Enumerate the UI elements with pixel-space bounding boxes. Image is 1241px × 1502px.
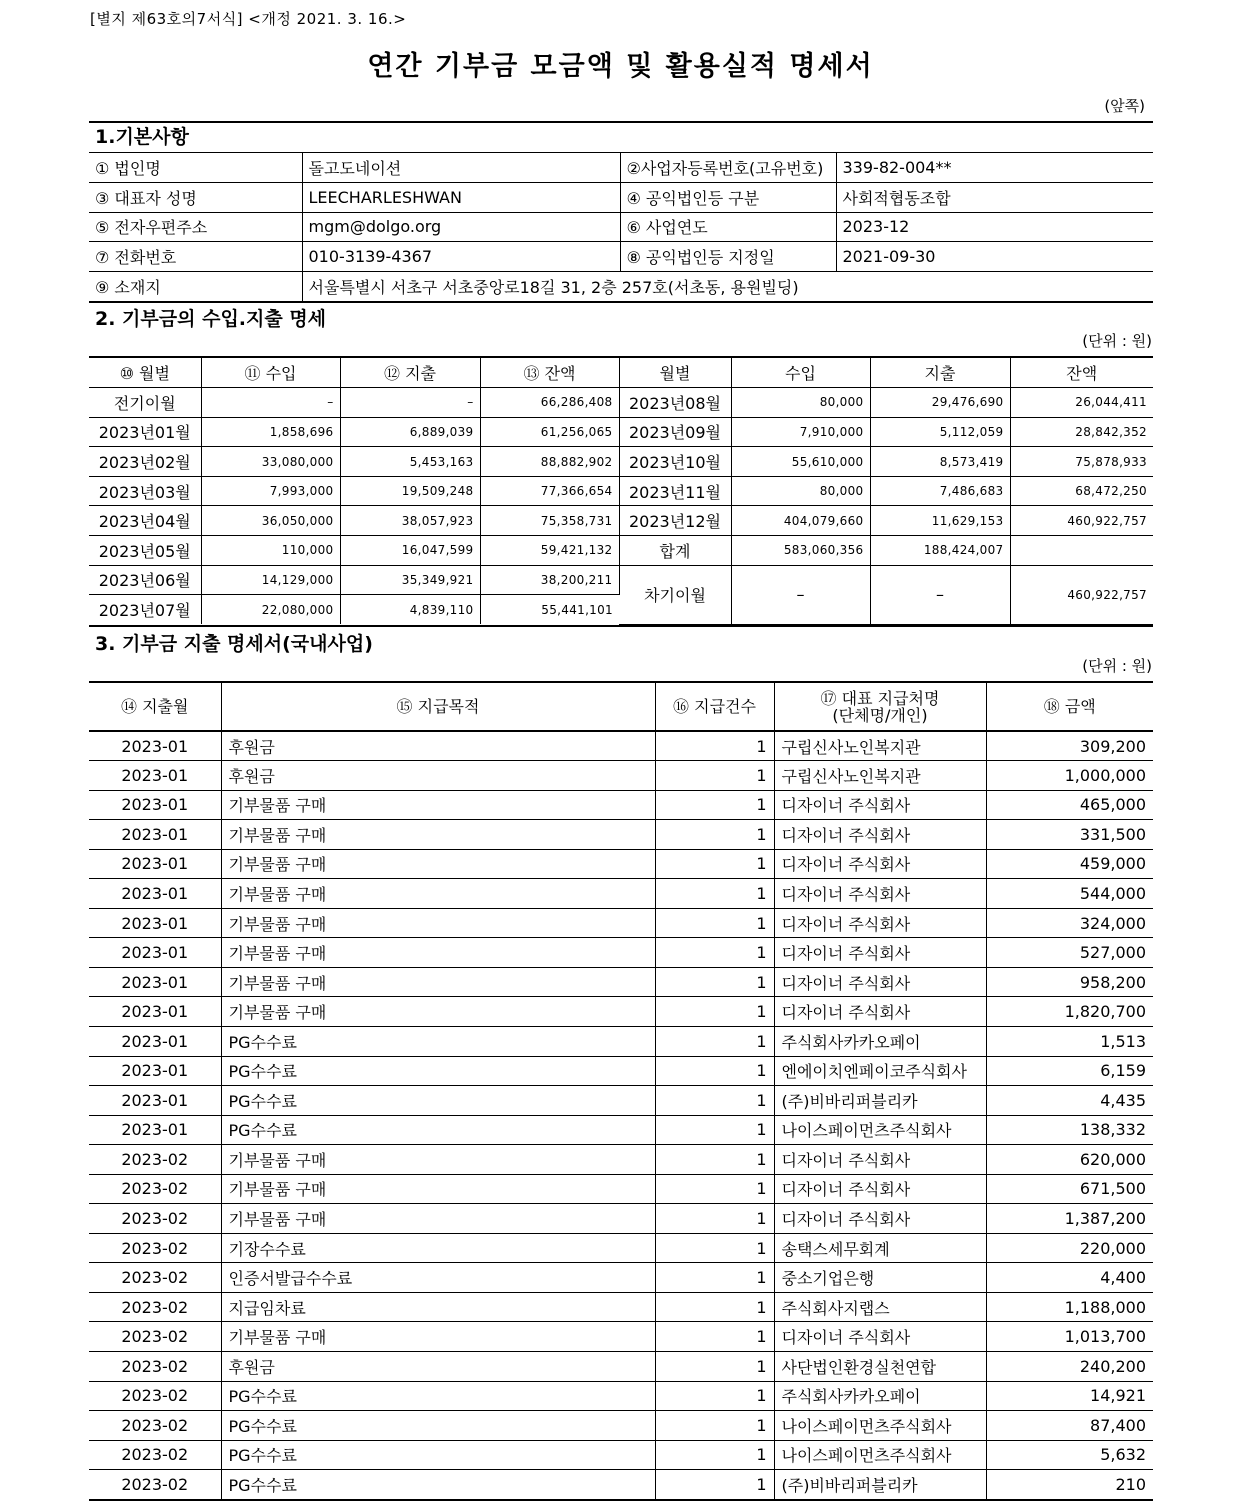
payee-cell: 나이스페이먼츠주식회사 bbox=[774, 1440, 986, 1470]
income-expense-row bbox=[89, 447, 1153, 477]
month-cell: 2023-02 bbox=[89, 1292, 221, 1322]
month-cell: 2023년07월 bbox=[89, 595, 201, 625]
month-cell: 2023-02 bbox=[89, 1440, 221, 1470]
expenditure-row bbox=[89, 1322, 1153, 1352]
count-cell: 1 bbox=[655, 1174, 774, 1204]
amount-cell: 1,513 bbox=[986, 1026, 1153, 1056]
amount-cell: 324,000 bbox=[986, 908, 1153, 938]
payee-cell: 디자이너 주식회사 bbox=[774, 1145, 986, 1175]
expenditure-row bbox=[89, 1411, 1153, 1441]
month-cell: 2023년05월 bbox=[89, 536, 201, 566]
income-cell: – bbox=[201, 388, 340, 418]
header-amount: ⑱ 금액 bbox=[986, 683, 1153, 731]
payee-cell: 나이스페이먼츠주식회사 bbox=[774, 1411, 986, 1441]
expenditure-row bbox=[89, 1145, 1153, 1175]
income-expense-row bbox=[89, 476, 1153, 506]
expense-cell: 5,112,059 bbox=[870, 417, 1010, 447]
purpose-cell: 지급임차료 bbox=[221, 1292, 655, 1322]
carry-forward-expense: – bbox=[870, 565, 1010, 624]
count-cell: 1 bbox=[655, 908, 774, 938]
income-cell: 583,060,356 bbox=[731, 536, 870, 566]
month-cell: 2023-02 bbox=[89, 1322, 221, 1352]
amount-cell: 1,013,700 bbox=[986, 1322, 1153, 1352]
amount-cell: 620,000 bbox=[986, 1145, 1153, 1175]
column-header: ⑪ 수입 bbox=[201, 358, 340, 388]
purpose-cell: 후원금 bbox=[221, 731, 655, 761]
income-cell: 404,079,660 bbox=[731, 506, 870, 536]
carry-forward-balance: 460,922,757 bbox=[1010, 565, 1153, 624]
form-number: [별지 제63호의7서식] <개정 2021. 3. 16.> bbox=[90, 10, 407, 28]
balance-cell: 75,878,933 bbox=[1010, 447, 1153, 477]
front-side-label: (앞쪽) bbox=[1104, 97, 1145, 115]
expenditure-row bbox=[89, 879, 1153, 909]
expenditure-row bbox=[89, 849, 1153, 879]
balance-cell bbox=[1010, 536, 1153, 566]
expenditure-row bbox=[89, 761, 1153, 791]
month-cell: 2023-01 bbox=[89, 849, 221, 879]
month-cell: 2023년06월 bbox=[89, 565, 201, 595]
balance-cell: 26,044,411 bbox=[1010, 388, 1153, 418]
purpose-cell: 기부물품 구매 bbox=[221, 1322, 655, 1352]
income-expense-title: 2. 기부금의 수입.지출 명세 bbox=[95, 308, 327, 330]
basic-info-row bbox=[89, 242, 1153, 272]
income-expense-unit: (단위 : 원) bbox=[1082, 332, 1152, 350]
header-payee-line2: (단체명/개인) bbox=[832, 705, 928, 725]
income-expense-table bbox=[89, 358, 1153, 625]
amount-cell: 14,921 bbox=[986, 1381, 1153, 1411]
amount-cell: 1,820,700 bbox=[986, 997, 1153, 1027]
amount-cell: 210 bbox=[1115, 1475, 1146, 1495]
expense-cell: 16,047,599 bbox=[340, 536, 480, 566]
expenditure-row bbox=[89, 1381, 1153, 1411]
income-cell: 36,050,000 bbox=[201, 506, 340, 536]
payee-cell: 디자이너 주식회사 bbox=[774, 820, 986, 850]
purpose-cell: 기부물품 구매 bbox=[221, 967, 655, 997]
header-payee bbox=[774, 683, 986, 731]
amount-cell: 1,387,200 bbox=[986, 1204, 1153, 1234]
amount-cell: 6,159 bbox=[986, 1056, 1153, 1086]
month-cell: 2023-02 bbox=[89, 1411, 221, 1441]
expenditure-row bbox=[89, 820, 1153, 850]
column-header: ⑬ 잔액 bbox=[480, 358, 619, 388]
month-cell: 2023-02 bbox=[89, 1263, 221, 1293]
income-expense-row bbox=[89, 417, 1153, 447]
expense-cell: 29,476,690 bbox=[870, 388, 1010, 418]
balance-cell: 66,286,408 bbox=[480, 388, 619, 418]
income-cell: 22,080,000 bbox=[201, 595, 340, 625]
payee-cell: 디자이너 주식회사 bbox=[774, 967, 986, 997]
count-cell: 1 bbox=[655, 1411, 774, 1441]
payee-cell: 디자이너 주식회사 bbox=[774, 997, 986, 1027]
carry-forward-label: 차기이월 bbox=[619, 565, 731, 624]
purpose-cell: 인증서발급수수료 bbox=[221, 1263, 655, 1293]
expenditure-row bbox=[89, 731, 1153, 761]
amount-cell: 1,000,000 bbox=[986, 761, 1153, 791]
expenditure-row bbox=[89, 997, 1153, 1027]
expenditure-unit: (단위 : 원) bbox=[1082, 657, 1152, 675]
purpose-cell: PG수수료 bbox=[221, 1086, 655, 1116]
income-cell: 7,910,000 bbox=[731, 417, 870, 447]
month-cell: 2023년02월 bbox=[89, 447, 201, 477]
expenditure-row bbox=[89, 1351, 1153, 1381]
payee-cell: 디자이너 주식회사 bbox=[774, 790, 986, 820]
income-cell: 7,993,000 bbox=[201, 476, 340, 506]
income-cell: 14,129,000 bbox=[201, 565, 340, 595]
month-cell: 2023-01 bbox=[89, 790, 221, 820]
amount-cell: 4,435 bbox=[986, 1086, 1153, 1116]
amount-cell: 240,200 bbox=[986, 1351, 1153, 1381]
address-label: ⑨ 소재지 bbox=[89, 271, 302, 301]
month-cell: 2023년03월 bbox=[89, 476, 201, 506]
income-cell: 80,000 bbox=[731, 476, 870, 506]
income-expense-row bbox=[89, 565, 1153, 595]
count-cell: 1 bbox=[655, 731, 774, 761]
column-header: ⑫ 지출 bbox=[340, 358, 480, 388]
expenditure-row bbox=[89, 1292, 1153, 1322]
count-cell: 1 bbox=[655, 1292, 774, 1322]
field-label: ③ 대표자 성명 bbox=[89, 183, 302, 213]
payee-cell: 디자이너 주식회사 bbox=[774, 849, 986, 879]
expenditure-row bbox=[89, 1026, 1153, 1056]
month-cell: 2023-01 bbox=[89, 938, 221, 968]
purpose-cell: 기부물품 구매 bbox=[221, 879, 655, 909]
count-cell: 1 bbox=[655, 1263, 774, 1293]
month-cell: 2023-01 bbox=[89, 997, 221, 1027]
count-cell: 1 bbox=[655, 1351, 774, 1381]
payee-cell: 엔에이치엔페이코주식회사 bbox=[774, 1056, 986, 1086]
column-header: 수입 bbox=[731, 358, 870, 388]
count-cell: 1 bbox=[655, 1470, 774, 1500]
expenditure-row bbox=[89, 1204, 1153, 1234]
purpose-cell: 후원금 bbox=[221, 761, 655, 791]
income-cell: 55,610,000 bbox=[731, 447, 870, 477]
payee-cell: 나이스페이먼츠주식회사 bbox=[774, 1115, 986, 1145]
amount-cell: 465,000 bbox=[986, 790, 1153, 820]
income-expense-row bbox=[89, 506, 1153, 536]
expenditure-row bbox=[89, 938, 1153, 968]
amount-cell: 671,500 bbox=[986, 1174, 1153, 1204]
payee-cell: 디자이너 주식회사 bbox=[774, 879, 986, 909]
month-cell: 2023-01 bbox=[89, 908, 221, 938]
purpose-cell: PG수수료 bbox=[221, 1411, 655, 1441]
balance-cell: 75,358,731 bbox=[480, 506, 619, 536]
amount-cell: 1,188,000 bbox=[986, 1292, 1153, 1322]
income-expense-row bbox=[89, 536, 1153, 566]
payee-cell: (주)비바리퍼블리카 bbox=[774, 1470, 986, 1500]
payee-cell: 구립신사노인복지관 bbox=[774, 761, 986, 791]
month-cell: 2023-01 bbox=[89, 1026, 221, 1056]
field-label: ⑧ 공익법인등 지정일 bbox=[620, 242, 836, 272]
count-cell: 1 bbox=[655, 967, 774, 997]
expenditure-row bbox=[89, 1440, 1153, 1470]
payee-cell: 디자이너 주식회사 bbox=[774, 1322, 986, 1352]
column-header: ⑩ 월별 bbox=[89, 358, 201, 388]
month-cell: 2023년08월 bbox=[619, 388, 731, 418]
count-cell: 1 bbox=[655, 1056, 774, 1086]
expense-cell: 11,629,153 bbox=[870, 506, 1010, 536]
expenditure-row bbox=[89, 1263, 1153, 1293]
month-cell: 2023-02 bbox=[89, 1470, 221, 1500]
purpose-cell: PG수수료 bbox=[221, 1115, 655, 1145]
count-cell: 1 bbox=[655, 761, 774, 791]
balance-cell: 59,421,132 bbox=[480, 536, 619, 566]
expenditure-table bbox=[89, 683, 1153, 1499]
amount-cell: 5,632 bbox=[986, 1440, 1153, 1470]
expenditure-row bbox=[89, 908, 1153, 938]
expenditure-title: 3. 기부금 지출 명세서(국내사업) bbox=[95, 633, 373, 655]
payee-cell: 주식회사카카오페이 bbox=[774, 1381, 986, 1411]
purpose-cell: 기장수수료 bbox=[221, 1233, 655, 1263]
field-value: 339-82-004** bbox=[836, 153, 1153, 183]
purpose-cell: PG수수료 bbox=[221, 1381, 655, 1411]
balance-cell: 38,200,211 bbox=[480, 565, 619, 595]
expense-cell: 38,057,923 bbox=[340, 506, 480, 536]
balance-cell: 77,366,654 bbox=[480, 476, 619, 506]
expenditure-header-row bbox=[89, 683, 1153, 731]
amount-cell: 331,500 bbox=[986, 820, 1153, 850]
count-cell: 1 bbox=[655, 1086, 774, 1116]
income-expense-header-row bbox=[89, 358, 1153, 388]
field-value: LEECHARLESHWAN bbox=[302, 183, 620, 213]
expense-cell: 5,453,163 bbox=[340, 447, 480, 477]
income-cell: 80,000 bbox=[731, 388, 870, 418]
amount-cell: 527,000 bbox=[986, 938, 1153, 968]
month-cell: 2023-02 bbox=[89, 1145, 221, 1175]
expenditure-row bbox=[89, 1086, 1153, 1116]
count-cell: 1 bbox=[655, 1440, 774, 1470]
month-cell: 2023-01 bbox=[89, 1086, 221, 1116]
count-cell: 1 bbox=[655, 1115, 774, 1145]
purpose-cell: PG수수료 bbox=[221, 1026, 655, 1056]
header-month: ⑭ 지출월 bbox=[89, 683, 221, 731]
payee-cell: (주)비바리퍼블리카 bbox=[774, 1086, 986, 1116]
count-cell: 1 bbox=[655, 938, 774, 968]
field-label: ① 법인명 bbox=[89, 153, 302, 183]
basic-info-title: 1.기본사항 bbox=[89, 123, 1153, 153]
balance-cell: 88,882,902 bbox=[480, 447, 619, 477]
basic-info-row bbox=[89, 153, 1153, 183]
basic-info-row bbox=[89, 183, 1153, 213]
month-cell: 전기이월 bbox=[89, 388, 201, 418]
expenditure-row bbox=[89, 1056, 1153, 1086]
month-cell: 2023년12월 bbox=[619, 506, 731, 536]
field-value: 돌고도네이션 bbox=[302, 153, 620, 183]
expense-cell: 8,573,419 bbox=[870, 447, 1010, 477]
payee-cell: 디자이너 주식회사 bbox=[774, 938, 986, 968]
balance-cell: 55,441,101 bbox=[541, 602, 613, 617]
amount-cell: 459,000 bbox=[986, 849, 1153, 879]
month-cell: 2023년04월 bbox=[89, 506, 201, 536]
header-purpose: ⑮ 지급목적 bbox=[221, 683, 655, 731]
expense-cell: 188,424,007 bbox=[870, 536, 1010, 566]
count-cell: 1 bbox=[655, 1026, 774, 1056]
income-expense-title-wrap bbox=[89, 304, 1153, 331]
field-label: ②사업자등록번호(고유번호) bbox=[620, 153, 836, 183]
count-cell: 1 bbox=[655, 879, 774, 909]
expenditure-row bbox=[89, 967, 1153, 997]
basic-info-section bbox=[89, 121, 1153, 303]
income-cell: 1,858,696 bbox=[201, 417, 340, 447]
amount-cell: 544,000 bbox=[986, 879, 1153, 909]
purpose-cell: 기부물품 구매 bbox=[221, 820, 655, 850]
basic-info-table bbox=[89, 153, 1153, 301]
purpose-cell: 기부물품 구매 bbox=[221, 997, 655, 1027]
purpose-cell: 기부물품 구매 bbox=[221, 1204, 655, 1234]
basic-info-row bbox=[89, 271, 1153, 301]
field-value: 2023-12 bbox=[836, 212, 1153, 242]
count-cell: 1 bbox=[655, 790, 774, 820]
count-cell: 1 bbox=[655, 820, 774, 850]
income-expense-row bbox=[89, 388, 1153, 418]
count-cell: 1 bbox=[655, 1145, 774, 1175]
expense-cell: – bbox=[340, 388, 480, 418]
balance-cell: 68,472,250 bbox=[1010, 476, 1153, 506]
column-header: 월별 bbox=[619, 358, 731, 388]
column-header: 지출 bbox=[870, 358, 1010, 388]
count-cell: 1 bbox=[655, 1381, 774, 1411]
amount-cell: 220,000 bbox=[986, 1233, 1153, 1263]
month-cell: 2023-01 bbox=[89, 1115, 221, 1145]
address-value: 서울특별시 서초구 서초중앙로18길 31, 2층 257호(서초동, 용원빌딩) bbox=[308, 277, 799, 297]
purpose-cell: PG수수료 bbox=[221, 1440, 655, 1470]
payee-cell: 중소기업은행 bbox=[774, 1263, 986, 1293]
field-value: 010-3139-4367 bbox=[302, 242, 620, 272]
month-cell: 2023-01 bbox=[89, 967, 221, 997]
field-label: ⑦ 전화번호 bbox=[89, 242, 302, 272]
header-payee-line1: ⑰ 대표 지급처명 bbox=[820, 688, 940, 708]
payee-cell: 주식회사카카오페이 bbox=[774, 1026, 986, 1056]
purpose-cell: PG수수료 bbox=[221, 1470, 655, 1500]
purpose-cell: 기부물품 구매 bbox=[221, 938, 655, 968]
expenditure-section bbox=[89, 681, 1153, 1501]
header-count: ⑯ 지급건수 bbox=[655, 683, 774, 731]
month-cell: 합계 bbox=[619, 536, 731, 566]
field-value: 사회적협동조합 bbox=[836, 183, 1153, 213]
month-cell: 2023-01 bbox=[89, 761, 221, 791]
purpose-cell: 기부물품 구매 bbox=[221, 849, 655, 879]
balance-cell: 61,256,065 bbox=[480, 417, 619, 447]
purpose-cell: 기부물품 구매 bbox=[221, 1174, 655, 1204]
count-cell: 1 bbox=[655, 1322, 774, 1352]
field-label: ⑤ 전자우편주소 bbox=[89, 212, 302, 242]
expense-cell: 4,839,110 bbox=[340, 595, 480, 625]
payee-cell: 구립신사노인복지관 bbox=[774, 731, 986, 761]
payee-cell: 디자이너 주식회사 bbox=[774, 1204, 986, 1234]
payee-cell: 사단법인환경실천연합 bbox=[774, 1351, 986, 1381]
purpose-cell: 기부물품 구매 bbox=[221, 908, 655, 938]
income-cell: 33,080,000 bbox=[201, 447, 340, 477]
amount-cell: 4,400 bbox=[986, 1263, 1153, 1293]
payee-cell: 디자이너 주식회사 bbox=[774, 1174, 986, 1204]
expenditure-row bbox=[89, 790, 1153, 820]
month-cell: 2023-01 bbox=[89, 731, 221, 761]
field-label: ⑥ 사업연도 bbox=[620, 212, 836, 242]
expenditure-row bbox=[89, 1470, 1153, 1500]
basic-info-row bbox=[89, 212, 1153, 242]
month-cell: 2023-02 bbox=[89, 1174, 221, 1204]
balance-cell: 460,922,757 bbox=[1010, 506, 1153, 536]
expense-cell: 6,889,039 bbox=[340, 417, 480, 447]
expense-cell: 35,349,921 bbox=[340, 565, 480, 595]
month-cell: 2023년09월 bbox=[619, 417, 731, 447]
month-cell: 2023-02 bbox=[89, 1204, 221, 1234]
payee-cell: 주식회사지랩스 bbox=[774, 1292, 986, 1322]
payee-cell: 송택스세무회계 bbox=[774, 1233, 986, 1263]
balance-cell: 28,842,352 bbox=[1010, 417, 1153, 447]
carry-forward-income: – bbox=[731, 565, 870, 624]
purpose-cell: 기부물품 구매 bbox=[221, 790, 655, 820]
expense-cell: 19,509,248 bbox=[340, 476, 480, 506]
month-cell: 2023-01 bbox=[89, 1056, 221, 1086]
income-expense-section bbox=[89, 356, 1153, 627]
purpose-cell: 후원금 bbox=[221, 1351, 655, 1381]
month-cell: 2023-02 bbox=[89, 1381, 221, 1411]
expense-cell: 7,486,683 bbox=[870, 476, 1010, 506]
expenditure-row bbox=[89, 1115, 1153, 1145]
month-cell: 2023-01 bbox=[89, 879, 221, 909]
month-cell: 2023-02 bbox=[89, 1351, 221, 1381]
month-cell: 2023년10월 bbox=[619, 447, 731, 477]
count-cell: 1 bbox=[655, 1233, 774, 1263]
column-header: 잔액 bbox=[1010, 358, 1153, 388]
month-cell: 2023년01월 bbox=[89, 417, 201, 447]
amount-cell: 87,400 bbox=[986, 1411, 1153, 1441]
expenditure-title-wrap bbox=[89, 629, 1153, 656]
field-value: mgm@dolgo.org bbox=[302, 212, 620, 242]
purpose-cell: PG수수료 bbox=[221, 1056, 655, 1086]
count-cell: 1 bbox=[655, 849, 774, 879]
count-cell: 1 bbox=[655, 1204, 774, 1234]
payee-cell: 디자이너 주식회사 bbox=[774, 908, 986, 938]
expenditure-row bbox=[89, 1174, 1153, 1204]
amount-cell: 138,332 bbox=[986, 1115, 1153, 1145]
income-cell: 110,000 bbox=[201, 536, 340, 566]
field-label: ④ 공익법인등 구분 bbox=[620, 183, 836, 213]
count-cell: 1 bbox=[655, 997, 774, 1027]
month-cell: 2023년11월 bbox=[619, 476, 731, 506]
amount-cell: 958,200 bbox=[986, 967, 1153, 997]
month-cell: 2023-02 bbox=[89, 1233, 221, 1263]
amount-cell: 309,200 bbox=[986, 731, 1153, 761]
month-cell: 2023-01 bbox=[89, 820, 221, 850]
purpose-cell: 기부물품 구매 bbox=[221, 1145, 655, 1175]
field-value: 2021-09-30 bbox=[836, 242, 1153, 272]
expenditure-row bbox=[89, 1233, 1153, 1263]
document-title: 연간 기부금 모금액 및 활용실적 명세서 bbox=[367, 51, 874, 82]
